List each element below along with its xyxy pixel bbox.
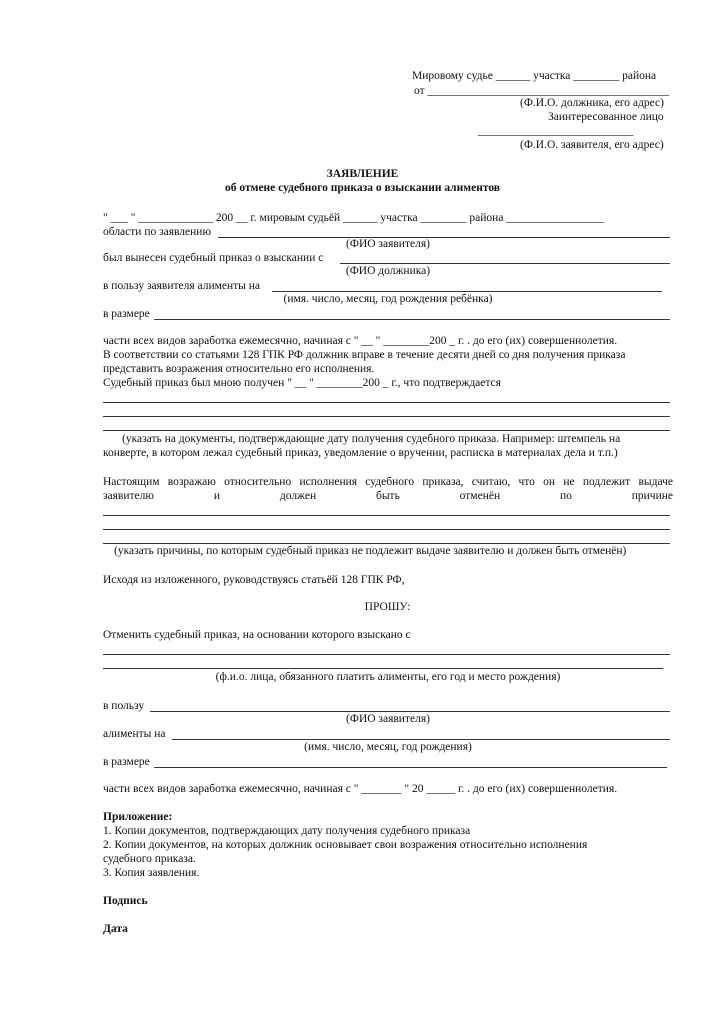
header-debtor-caption: (Ф.И.О. должника, его адрес)	[520, 97, 664, 109]
documents-caption-line1: (указать на документы, подтверждающие дату получения судебного приказа. Например: штемпель на	[122, 433, 621, 445]
document-title: ЗАЯВЛЕНИЕ	[326, 168, 399, 180]
objection-line2: заявителю и должен быть отменён по причине	[103, 490, 673, 502]
appendix-item-2-cont: судебного приказа.	[103, 853, 196, 865]
request-heading: ПРОШУ:	[364, 601, 411, 613]
blank-line	[103, 430, 670, 431]
amount-label-2: в размере	[103, 756, 150, 768]
obligor-caption: (ф.и.о. лица, обязанного платить алименты, его год и место рождения)	[215, 671, 561, 683]
child-line	[272, 291, 662, 292]
alimony-for-caption: (имя. число, месяц, год рождения)	[304, 741, 472, 753]
appendix-item-2: 2. Копии документов, на которых должник основывает свои возражения относительно исполнения	[103, 839, 588, 851]
blank-line	[103, 654, 670, 655]
header-applicant-blank: ___________________________	[478, 125, 634, 137]
applicant-caption: (ФИО заявителя)	[346, 238, 430, 250]
date-court-line: " ___ " _____________ 200 __ г. мировым судьёй ______ участка ________ района _________________	[103, 212, 605, 224]
reasons-caption: (указать причины, по которым судебный приказ не подлежит выдаче заявителю и должен быть отменён)	[114, 545, 627, 557]
header-interested-party: Заинтересованное лицо	[548, 111, 664, 123]
blank-line	[103, 529, 670, 530]
law-text-line1: В соответствии со статьями 128 ГПК РФ должник вправе в течение десяти дней со дня получения приказа	[103, 349, 626, 361]
share-line: части всех видов заработка ежемесячно, начиная с " __ " ________200 _ г. . до его (их) совершеннолетия.	[103, 335, 618, 347]
appendix-heading: Приложение:	[103, 811, 173, 823]
amount-line-2	[154, 767, 667, 768]
child-label: в пользу заявителя алименты на	[103, 280, 261, 292]
alimony-for-label: алименты на	[103, 728, 166, 740]
amount-label: в размере	[103, 308, 150, 320]
received-line: Судебный приказ был мною получен " __ " ________200 _ г., что подтверждается	[103, 377, 501, 389]
header-applicant-caption: (Ф.И.О. заявителя, его адрес)	[520, 139, 664, 151]
applicant-label: области по заявлению	[103, 226, 212, 238]
appendix-item-3: 3. Копия заявления.	[103, 867, 200, 879]
appendix-item-1: 1. Копии документов, подтверждающих дату получения судебного приказа	[103, 825, 471, 837]
blank-line	[103, 543, 670, 544]
amount-line	[154, 319, 670, 320]
in-favor-line	[150, 711, 670, 712]
signature-label: Подпись	[103, 895, 148, 907]
grounds-line: Исходя из изложенного, руководствуясь статьёй 128 ГПК РФ,	[103, 574, 405, 586]
objection-line1: Настоящим возражаю относительно исполнения судебного приказа, считаю, что он не подлежит выдаче	[103, 476, 673, 488]
in-favor-label: в пользу	[103, 700, 145, 712]
cancel-order-line: Отменить судебный приказ, на основании которого взыскано с	[103, 629, 411, 641]
document-subtitle: об отмене судебного приказа о взыскании алиментов	[224, 182, 500, 194]
date-label: Дата	[103, 923, 128, 935]
blank-line	[103, 402, 670, 403]
share-line-2: части всех видов заработка ежемесячно, начиная с " _______ " 20 _____ г. . до его (их) совершеннолетия.	[103, 783, 618, 795]
law-text-line2: представить возражения относительно его исполнения.	[103, 363, 375, 375]
debtor-caption: (ФИО должника)	[345, 265, 431, 277]
debtor-line	[340, 263, 670, 264]
header-from: от __________________________________________	[414, 85, 669, 97]
header-addressee: Мировому судье ______ участка ________ района	[412, 70, 657, 82]
child-caption: (имя. число, месяц, год рождения ребёнка)	[283, 293, 493, 305]
blank-line	[103, 668, 663, 669]
in-favor-caption: (ФИО заявителя)	[346, 713, 430, 725]
blank-line	[103, 515, 670, 516]
blank-line	[103, 416, 670, 417]
debtor-label: был вынесен судебный приказ о взыскании с	[103, 252, 324, 264]
alimony-for-line	[172, 739, 670, 740]
documents-caption-line2: конверте, в котором лежал судебный приказ, уведомление о вручении, расписка в материалах дела и т.п.)	[103, 447, 618, 459]
